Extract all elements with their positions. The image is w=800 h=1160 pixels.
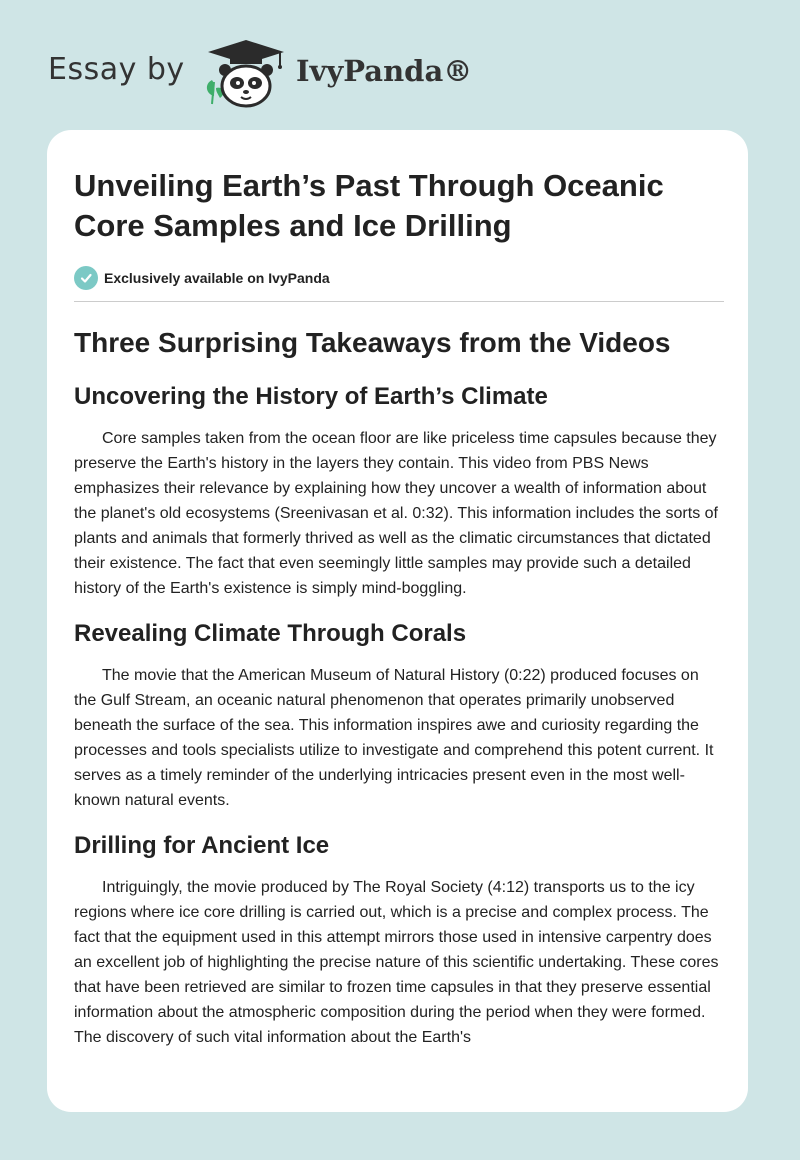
divider [74, 301, 724, 302]
exclusive-badge [74, 265, 724, 291]
subsection-heading: Drilling for Ancient Ice [74, 832, 330, 859]
paragraph: Intriguingly, the movie produced by The Royal Society (4:12) transports us to the icy regions where ice core drilling is carried out, which is a precise and complex process. The fact that the equipment used in this attempt mirrors those used in intensive carpentry does an excellent job of highlighting the precise nature of this scientific undertaking. These cores that have been retrieved are similar to frozen time capsules in that they preserve essential information about the atmospheric composition during the period when they were formed. The discovery of such vital information about the Earth's [74, 879, 719, 1046]
brand-header [48, 36, 473, 108]
essay-content [74, 166, 724, 1050]
paragraph: Core samples taken from the ocean floor are like priceless time capsules because they preserve the Earth's history in the layers they contain. This video from PBS News emphasizes their relevance by explaining how they uncover a wealth of information about the planet's old ecosystems (Sreenivasan et al. 0:32). This information includes the sorts of plants and animals that formerly thrived as well as the climatic circumstances that dictated their existence. The fact that even seemingly little samples may provide such a detailed history of the Earth's existence is simply mind-boggling. [74, 430, 718, 597]
subsection-heading: Uncovering the History of Earth’s Climate [74, 383, 548, 410]
brand-prefix: Essay by [48, 52, 185, 87]
paragraph: The movie that the American Museum of Natural History (0:22) produced focuses on the Gulf Stream, an oceanic natural phenomenon that operates primarily unobserved beneath the surface of the sea. This information inspires awe and curiosity regarding the processes and tools specialists utilize to investigate and comprehend this potent current. It serves as a timely reminder of the underlying intricacies present even in the most well-known natural events. [74, 667, 714, 809]
essay-card [47, 130, 748, 1112]
section-heading: Three Surprising Takeaways from the Videos [74, 327, 671, 358]
brand-name: IvyPanda® [296, 54, 473, 88]
check-icon [74, 266, 98, 290]
essay-title: Unveiling Earth’s Past Through Oceanic Core Samples and Ice Drilling [74, 168, 664, 243]
panda-graduate-icon [200, 36, 292, 108]
exclusive-label: Exclusively available on IvyPanda [104, 270, 330, 286]
subsection-heading: Revealing Climate Through Corals [74, 620, 467, 647]
